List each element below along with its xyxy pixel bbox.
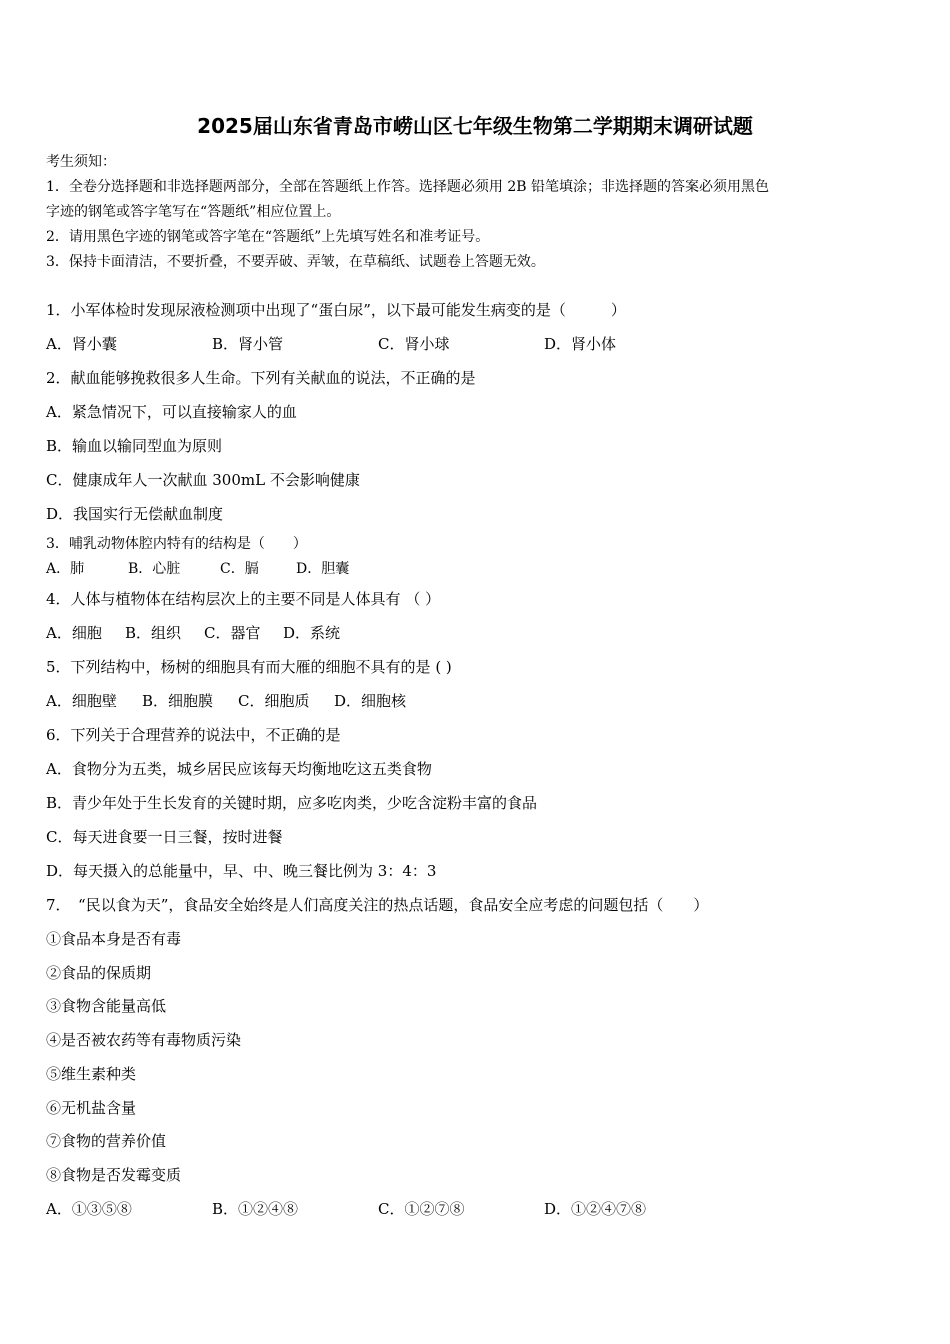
option-a: A．紧急情况下，可以直接输家人的血: [46, 403, 297, 421]
notice-line: 3．保持卡面清洁，不要折叠，不要弄破、弄皱，在草稿纸、试题卷上答题无效。: [46, 254, 545, 270]
option-a: A．食物分为五类，城乡居民应该每天均衡地吃这五类食物: [46, 760, 432, 778]
option-c: C．肾小球: [378, 335, 450, 353]
list-item: ①食品本身是否有毒: [46, 930, 182, 948]
list-item: ⑥无机盐含量: [46, 1099, 137, 1117]
question-options-7: [46, 1199, 646, 1219]
question-stem-2: 2．献血能够挽救很多人生命。下列有关献血的说法，不正确的是: [46, 369, 476, 387]
option-b: B．心脏: [128, 561, 181, 577]
notice-line: 字迹的钢笔或答字笔写在“答题纸”相应位置上。: [46, 204, 341, 220]
option-a: A．细胞壁: [46, 692, 117, 710]
option-d: D．系统: [283, 624, 341, 642]
question-stem-5: 5．下列结构中，杨树的细胞具有而大雁的细胞不具有的是 ( ): [46, 658, 452, 676]
option-c: C．每天进食要一日三餐，按时进餐: [46, 828, 283, 846]
option-a: A．肺: [46, 561, 85, 577]
option-d: D．①②④⑦⑧: [544, 1200, 647, 1218]
list-item: ⑦食物的营养价值: [46, 1132, 167, 1150]
question-options-3: [46, 559, 349, 579]
notice-line: 1．全卷分选择题和非选择题两部分，全部在答题纸上作答。选择题必须用 2B 铅笔填涂；非选择题的答案必须用黑色: [46, 179, 769, 195]
list-item: ⑧食物是否发霉变质: [46, 1166, 182, 1184]
list-item: ②食品的保质期: [46, 964, 152, 982]
list-item: ⑤维生素种类: [46, 1065, 137, 1083]
option-c: C．细胞质: [238, 692, 310, 710]
question-stem-6: 6．下列关于合理营养的说法中，不正确的是: [46, 726, 341, 744]
option-b: B．输血以输同型血为原则: [46, 437, 223, 455]
question-stem-4: 4．人体与植物体在结构层次上的主要不同是人体具有 （ ）: [46, 590, 441, 608]
list-item: ④是否被农药等有毒物质污染: [46, 1031, 242, 1049]
question-stem-7: 7． “民以食为天”，食品安全始终是人们高度关注的热点话题，食品安全应考虑的问题包括（ ）: [46, 896, 709, 914]
question-options-5: [46, 691, 406, 711]
option-b: B．组织: [125, 624, 182, 642]
notice-line: 2．请用黑色字迹的钢笔或答字笔在“答题纸”上先填写姓名和准考证号。: [46, 229, 490, 245]
option-c: C．健康成年人一次献血 300mL 不会影响健康: [46, 471, 360, 489]
option-d: D．胆囊: [296, 561, 350, 577]
option-c: C．器官: [204, 624, 261, 642]
question-stem-1: 1．小军体检时发现尿液检测项中出现了“蛋白尿”，以下最可能发生病变的是（ ）: [46, 301, 626, 319]
question-stem-3: 3．哺乳动物体腔内特有的结构是（ ）: [46, 536, 307, 552]
option-b: B．①②④⑧: [212, 1200, 299, 1218]
list-item: ③食物含能量高低: [46, 997, 167, 1015]
option-d: D．我国实行无偿献血制度: [46, 505, 224, 523]
option-a: A．细胞: [46, 624, 102, 642]
notice-heading: 考生须知：: [46, 154, 116, 170]
option-c: C．①②⑦⑧: [378, 1200, 465, 1218]
question-options-1: [46, 334, 616, 354]
option-c: C．膈: [220, 561, 259, 577]
question-options-4: [46, 623, 340, 643]
option-d: D．肾小体: [544, 335, 617, 353]
option-b: B．肾小管: [212, 335, 284, 353]
option-d: D．每天摄入的总能量中，早、中、晚三餐比例为 3：4：3: [46, 862, 437, 880]
option-a: A．肾小囊: [46, 335, 117, 353]
option-d: D．细胞核: [334, 692, 407, 710]
page-title: 2025届山东省青岛市崂山区七年级生物第二学期期末调研试题: [197, 114, 753, 138]
option-b: B．细胞膜: [142, 692, 214, 710]
option-a: A．①③⑤⑧: [46, 1200, 132, 1218]
option-b: B．青少年处于生长发育的关键时期，应多吃肉类，少吃含淀粉丰富的食品: [46, 794, 538, 812]
